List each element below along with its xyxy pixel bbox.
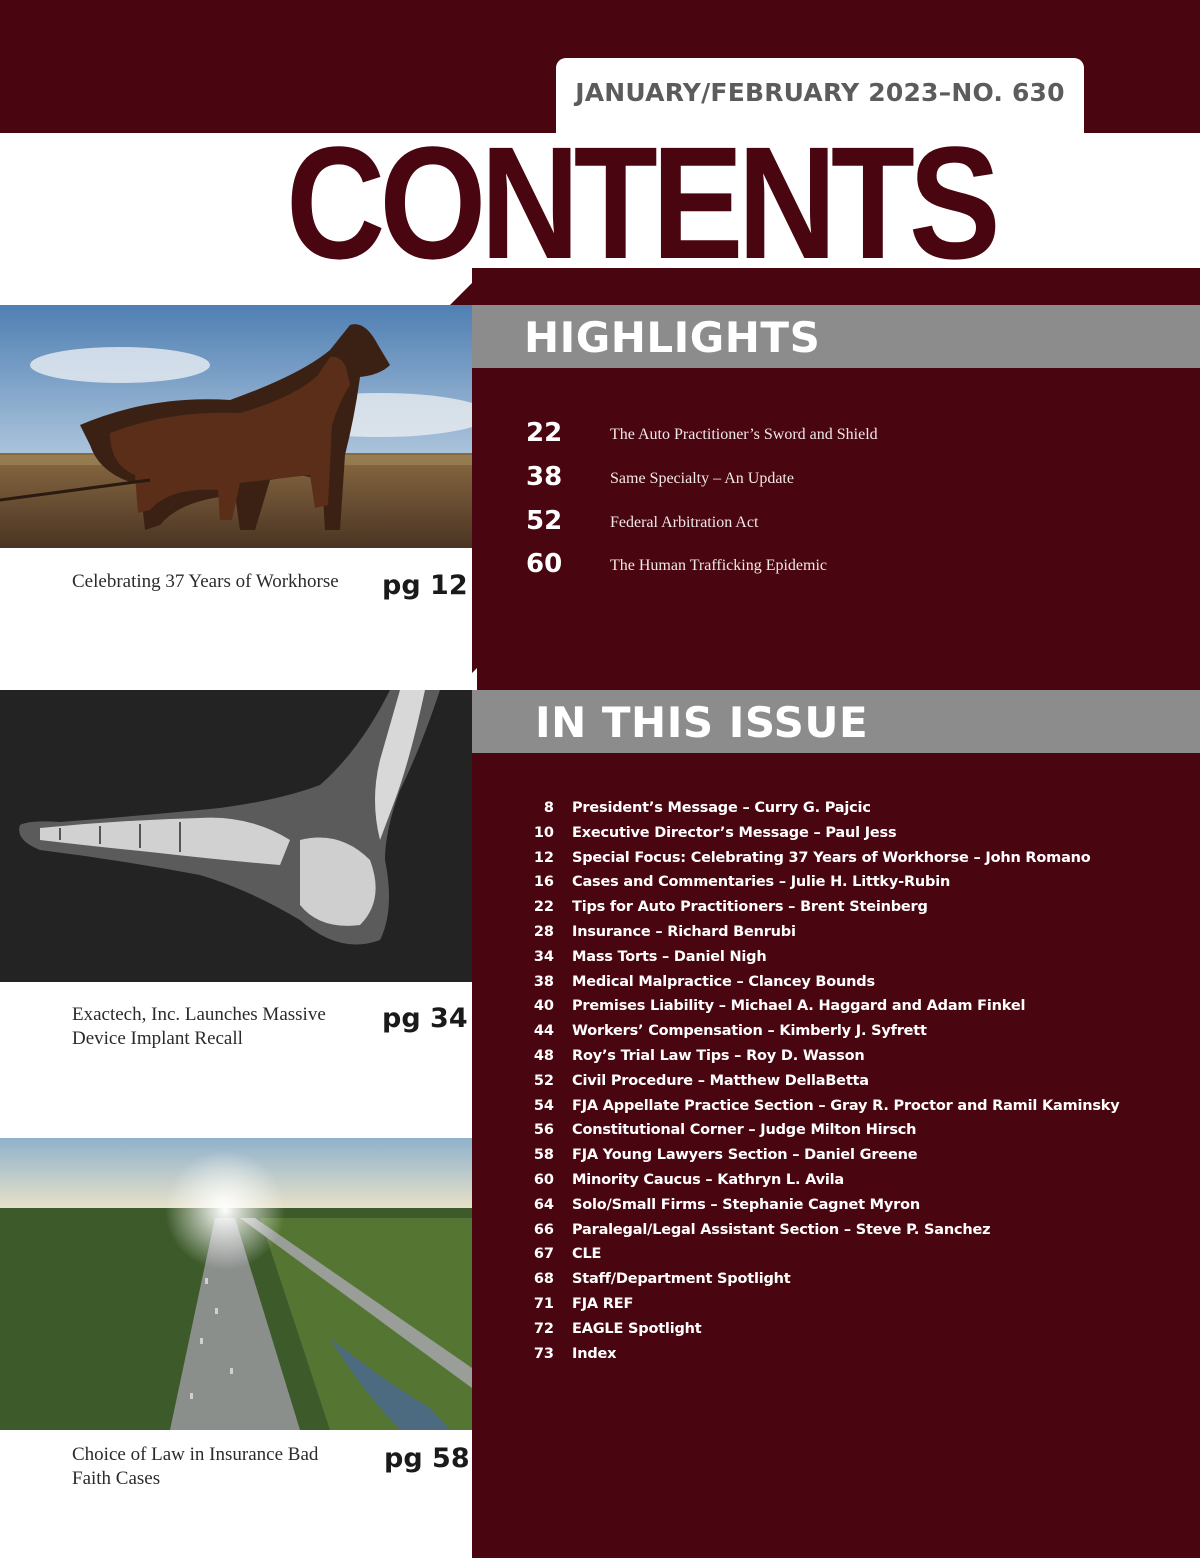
toc-page-number: 38 — [533, 973, 554, 990]
toc-row[interactable] — [472, 1122, 1200, 1146]
toc-row[interactable] — [472, 1147, 1200, 1171]
in-this-issue-heading-bar — [455, 690, 1200, 753]
toc-title: Cases and Commentaries – Julie H. Littky-Rubin — [572, 874, 951, 891]
toc-title: Special Focus: Celebrating 37 Years of Workhorse – John Romano — [572, 849, 1091, 866]
toc-page-number: 12 — [533, 849, 554, 866]
toc-page-number: 56 — [533, 1122, 554, 1139]
issue-notch — [455, 668, 477, 690]
toc-page-number: 22 — [533, 899, 554, 916]
toc-row[interactable] — [472, 1048, 1200, 1072]
toc-title: FJA Appellate Practice Section – Gray R. Proctor and Ramil Kaminsky — [572, 1097, 1120, 1114]
toc-page-number: 72 — [533, 1320, 554, 1337]
highlight-item[interactable] — [472, 462, 1200, 502]
toc-page-number: 66 — [533, 1221, 554, 1238]
toc-page-number: 52 — [533, 1072, 554, 1089]
foot-xray-photo — [0, 690, 472, 982]
toc-page-number: 64 — [533, 1196, 554, 1213]
toc-page-number: 71 — [533, 1296, 554, 1312]
toc-row[interactable] — [472, 1172, 1200, 1196]
toc-title: Workers’ Compensation – Kimberly J. Syfrett — [572, 1023, 927, 1040]
toc-title: EAGLE Spotlight — [572, 1320, 702, 1337]
toc-page-number: 28 — [533, 924, 554, 940]
toc-title: Civil Procedure – Matthew DellaBetta — [572, 1072, 869, 1089]
toc-title: Insurance – Richard Benrubi — [572, 924, 796, 940]
toc-page-number: 10 — [533, 824, 554, 841]
toc-row[interactable] — [472, 1073, 1200, 1097]
highlight-page-number: 60 — [526, 549, 563, 579]
highlight-item[interactable] — [472, 549, 1200, 589]
issue-date-label: JANUARY/FEBRUARY 2023–NO. 630 — [575, 78, 1065, 107]
highlight-item[interactable] — [472, 418, 1200, 458]
toc-page-number: 54 — [533, 1097, 554, 1114]
toc-title: Minority Caucus – Kathryn L. Avila — [572, 1172, 845, 1188]
toc-row[interactable] — [472, 949, 1200, 973]
page-title: CONTENTS — [286, 113, 995, 292]
feature-caption-2: Exactech, Inc. Launches Massive Device Implant Recall — [72, 1004, 326, 1049]
highlight-title: Same Specialty – An Update — [610, 470, 794, 487]
toc-row[interactable] — [472, 899, 1200, 923]
toc-title: Premises Liability – Michael A. Haggard and Adam Finkel — [572, 998, 1026, 1015]
in-this-issue-heading: IN THIS ISSUE — [535, 698, 869, 747]
highlights-heading: HIGHLIGHTS — [524, 313, 821, 362]
toc-title: Medical Malpractice – Clancey Bounds — [572, 973, 875, 990]
toc-row[interactable] — [472, 874, 1200, 898]
toc-row[interactable] — [472, 850, 1200, 874]
toc-title: FJA Young Lawyers Section – Daniel Greene — [572, 1147, 918, 1164]
toc-row[interactable] — [472, 1346, 1200, 1370]
toc-title: Executive Director’s Message – Paul Jess — [572, 824, 897, 841]
toc-row[interactable] — [472, 800, 1200, 824]
feature-caption-3: Choice of Law in Insurance Bad Faith Cases — [72, 1444, 319, 1489]
toc-title: Index — [572, 1345, 617, 1362]
toc-row[interactable] — [472, 1023, 1200, 1047]
highlights-notch — [450, 283, 472, 305]
toc-title: FJA REF — [572, 1296, 634, 1312]
highlight-item[interactable] — [472, 506, 1200, 546]
highlights-heading-bar — [450, 305, 1200, 368]
toc-title: Solo/Small Firms – Stephanie Cagnet Myron — [572, 1196, 920, 1213]
toc-title: Paralegal/Legal Assistant Section – Steve P. Sanchez — [572, 1221, 991, 1238]
feature-caption-1: Celebrating 37 Years of Workhorse — [72, 571, 339, 592]
highlight-page-number: 22 — [526, 418, 563, 448]
toc-row[interactable] — [472, 1296, 1200, 1320]
toc-row[interactable] — [472, 998, 1200, 1022]
toc-row[interactable] — [472, 825, 1200, 849]
toc-page-number: 40 — [533, 998, 554, 1015]
toc-row[interactable] — [472, 1321, 1200, 1345]
highlight-page-number: 38 — [526, 462, 563, 492]
toc-page-number: 68 — [533, 1271, 554, 1288]
toc-row[interactable] — [472, 1271, 1200, 1295]
toc-row[interactable] — [472, 1098, 1200, 1122]
feature-page-3: pg 58 — [384, 1443, 470, 1474]
feature-page-2: pg 34 — [382, 1003, 468, 1034]
toc-title: Constitutional Corner – Judge Milton Hirsch — [572, 1122, 917, 1139]
toc-page-number: 60 — [533, 1172, 554, 1188]
toc-page-number: 34 — [533, 948, 554, 965]
toc-page-number: 48 — [533, 1048, 554, 1064]
toc-page-number: 67 — [533, 1246, 554, 1263]
highlight-title: Federal Arbitration Act — [610, 514, 759, 531]
highway-aerial-photo — [0, 1138, 472, 1430]
toc-row[interactable] — [472, 924, 1200, 948]
horses-plowing-photo — [0, 305, 472, 548]
toc-row[interactable] — [472, 974, 1200, 998]
feature-page-1: pg 12 — [382, 570, 468, 601]
toc-title: Roy’s Trial Law Tips – Roy D. Wasson — [572, 1048, 865, 1064]
toc-page-number: 44 — [533, 1023, 554, 1040]
toc-page-number: 73 — [533, 1345, 554, 1362]
toc-row[interactable] — [472, 1246, 1200, 1270]
highlight-title: The Auto Practitioner’s Sword and Shield — [610, 426, 878, 443]
toc-title: CLE — [572, 1246, 602, 1263]
toc-row[interactable] — [472, 1222, 1200, 1246]
highlight-title: The Human Trafficking Epidemic — [610, 557, 827, 574]
toc-page-number: 58 — [533, 1147, 554, 1164]
toc-title: Staff/Department Spotlight — [572, 1271, 791, 1288]
toc-title: Mass Torts – Daniel Nigh — [572, 948, 767, 965]
toc-title: Tips for Auto Practitioners – Brent Steinberg — [572, 899, 928, 916]
toc-page-number: 16 — [533, 874, 554, 891]
highlight-page-number: 52 — [526, 506, 563, 536]
toc-page-number: 8 — [543, 800, 554, 816]
toc-row[interactable] — [472, 1197, 1200, 1221]
toc-title: President’s Message – Curry G. Pajcic — [572, 800, 871, 816]
